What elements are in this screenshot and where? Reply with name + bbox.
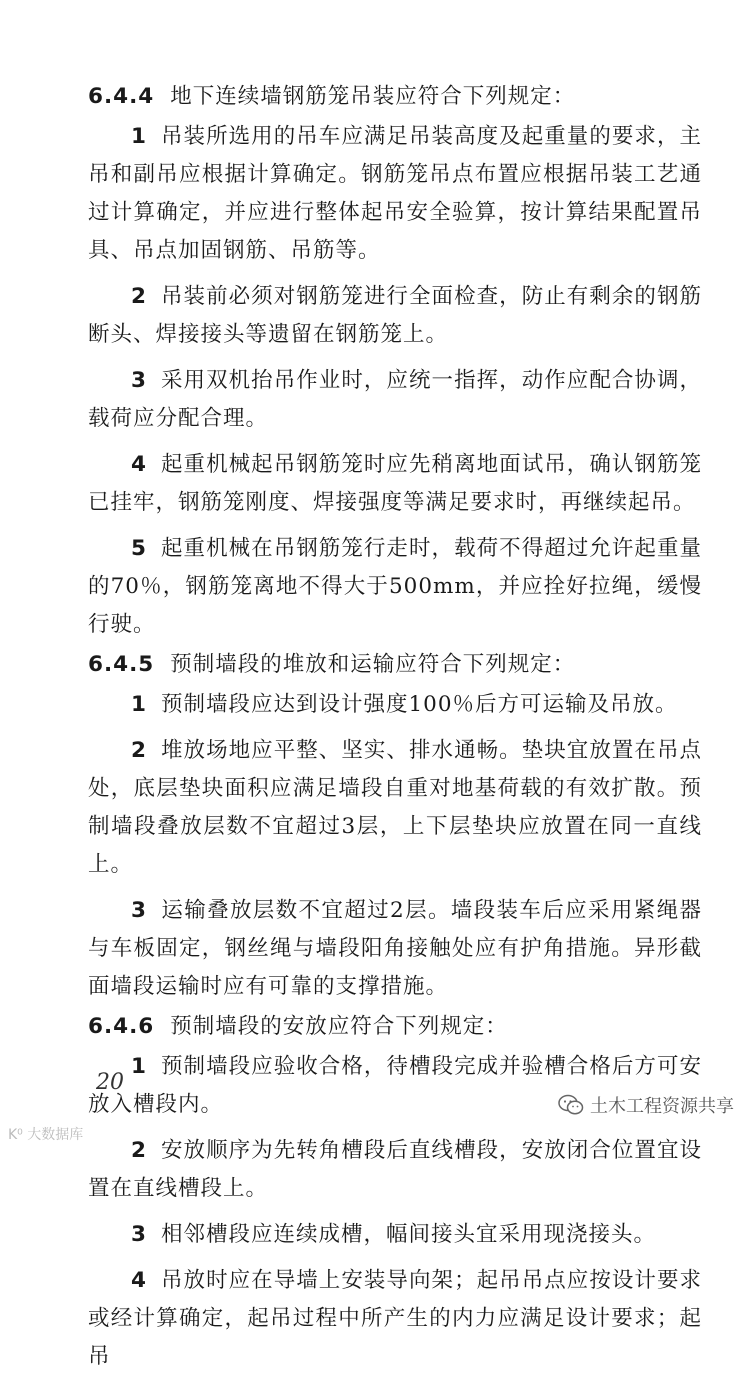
clause-heading: [88, 646, 702, 684]
item-number: 2: [131, 284, 147, 309]
item-text: 相邻槽段应连续成槽，幅间接头宜采用现浇接头。: [160, 1222, 656, 1247]
item-number: 1: [131, 1054, 147, 1079]
wechat-icon: [558, 1094, 584, 1116]
clause-heading: [88, 1008, 702, 1046]
item-text: 安放顺序为先转角槽段后直线槽段，安放闭合位置宜设置在直线槽段上。: [88, 1138, 702, 1201]
item-number: 3: [131, 898, 147, 923]
list-item: [88, 1262, 702, 1376]
document-body: [88, 78, 702, 1376]
clause-title: 预制墙段的安放应符合下列规定：: [170, 1014, 508, 1039]
item-text: 预制墙段应达到设计强度100％后方可运输及吊放。: [160, 692, 678, 717]
item-text: 吊装前必须对钢筋笼进行全面检查，防止有剩余的钢筋断头、焊接接头等遗留在钢筋笼上。: [88, 284, 702, 347]
item-number: 4: [131, 1268, 147, 1293]
item-text: 起重机械起吊钢筋笼时应先稍离地面试吊，确认钢筋笼已挂牢，钢筋笼刚度、焊接强度等满足要求时，再继续起吊。: [88, 452, 702, 515]
item-text: 运输叠放层数不宜超过2层。墙段装车后应采用紧绳器与车板固定，钢丝绳与墙段阳角接触处应有护角措施。异形截面墙段运输时应有可靠的支撑措施。: [88, 898, 702, 999]
list-item: [88, 446, 702, 522]
clause-heading: [88, 78, 702, 116]
item-number: 1: [131, 692, 147, 717]
clause-number: 6.4.6: [88, 1014, 155, 1039]
list-item: [88, 278, 702, 354]
item-text: 吊放时应在导墙上安装导向架；起吊吊点应按设计要求或经计算确定，起吊过程中所产生的内力应满足设计要求；起吊: [88, 1268, 702, 1369]
list-item: [88, 530, 702, 644]
watermark-logo: K⁰ 大数据库: [8, 1127, 84, 1143]
item-number: 1: [131, 124, 147, 149]
watermark-source: [558, 1092, 734, 1118]
page-number: 20: [96, 1070, 124, 1095]
item-number: 2: [131, 1138, 147, 1163]
watermark-text: 土木工程资源共享: [590, 1096, 734, 1117]
list-item: [88, 1132, 702, 1208]
list-item: [88, 732, 702, 884]
clause-number: 6.4.4: [88, 84, 155, 109]
item-number: 3: [131, 368, 147, 393]
list-item: [88, 892, 702, 1006]
item-text: 采用双机抬吊作业时，应统一指挥，动作应配合协调，载荷应分配合理。: [88, 368, 702, 431]
item-number: 2: [131, 738, 147, 763]
item-number: 5: [131, 536, 147, 561]
clause-title: 预制墙段的堆放和运输应符合下列规定：: [170, 652, 576, 677]
item-text: 堆放场地应平整、坚实、排水通畅。垫块宜放置在吊点处，底层垫块面积应满足墙段自重对地基荷载的有效扩散。预制墙段叠放层数不宜超过3层，上下层垫块应放置在同一直线上。: [88, 738, 702, 877]
item-text: 预制墙段应验收合格，待槽段完成并验槽合格后方可安放入槽段内。: [88, 1054, 702, 1117]
clause-title: 地下连续墙钢筋笼吊装应符合下列规定：: [170, 84, 576, 109]
item-number: 4: [131, 452, 147, 477]
item-text: 起重机械在吊钢筋笼行走时，载荷不得超过允许起重量的70％，钢筋笼离地不得大于500mm，并应拴好拉绳，缓慢行驶。: [88, 536, 702, 637]
list-item: [88, 1216, 702, 1254]
item-number: 3: [131, 1222, 147, 1247]
item-text: 吊装所选用的吊车应满足吊装高度及起重量的要求，主吊和副吊应根据计算确定。钢筋笼吊点布置应根据吊装工艺通过计算确定，并应进行整体起吊安全验算，按计算结果配置吊具、吊点加固钢筋、吊筋等。: [88, 124, 702, 263]
clause-number: 6.4.5: [88, 652, 155, 677]
list-item: [88, 362, 702, 438]
list-item: [88, 686, 702, 724]
list-item: [88, 118, 702, 270]
